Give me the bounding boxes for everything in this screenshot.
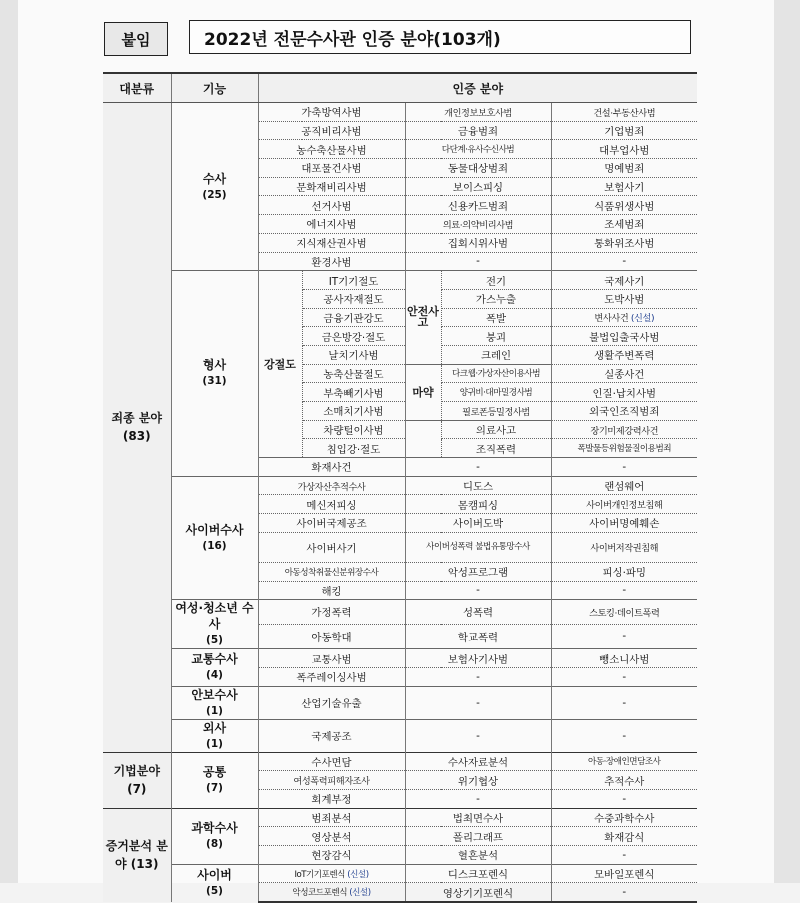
certification-table <box>103 72 697 903</box>
new-field-mark: (신설) <box>628 313 655 325</box>
field-cell: 악성프로그램 <box>405 562 551 581</box>
function-name: 안보수사 <box>191 687 238 702</box>
field-cell: 사이버사기 <box>258 532 405 562</box>
table-header-row <box>103 73 697 103</box>
field-cell: 위기협상 <box>405 771 551 790</box>
annex-label: 붙임 <box>104 22 168 56</box>
field-cell: 인질·납치사범 <box>551 383 697 402</box>
field-cell: 개인정보보호사범 <box>405 103 551 122</box>
field-cell: 수중과학수사 <box>551 808 697 827</box>
theft-group-cell: 강절도 <box>258 271 302 458</box>
field-cell: - <box>551 846 697 865</box>
table-row <box>103 649 697 668</box>
field-cell: IoT기기포렌식 (신설) <box>258 864 405 883</box>
field-cell: 영상기기포렌식 <box>405 883 551 902</box>
table-row <box>103 271 697 290</box>
field-cell: 날치기사범 <box>302 345 405 364</box>
field-cell: - <box>551 667 697 686</box>
function-name: 수사 <box>202 171 227 186</box>
field-cell: 금융범죄 <box>405 121 551 140</box>
table-row <box>103 600 697 625</box>
field-cell: 외국인조직범죄 <box>551 402 697 421</box>
field-cell: 금은방강·절도 <box>302 327 405 346</box>
function-name: 외사 <box>202 720 227 735</box>
field-cell: 장기미제강력사건 <box>551 420 697 439</box>
field-cell: 식품위생사범 <box>551 196 697 215</box>
field-cell: 공사자재절도 <box>302 289 405 308</box>
field-cell: - <box>551 252 697 271</box>
table-row <box>103 686 697 719</box>
field-cell: - <box>405 719 551 752</box>
field-cell: 아동학대 <box>258 624 405 649</box>
field-cell: 국제사기 <box>551 271 697 290</box>
field-cell: 모바일포렌식 <box>551 864 697 883</box>
field-cell: 화재감식 <box>551 827 697 846</box>
field-cell: - <box>551 719 697 752</box>
field-cell: 화재사건 <box>258 458 405 477</box>
field-cell: 양귀비·대마밀경사범 <box>441 383 551 402</box>
field-cell: 혈흔분석 <box>405 846 551 865</box>
function-name: 사이버수사 <box>185 522 244 537</box>
table-row <box>103 864 697 883</box>
field-cell: 회계부정 <box>258 789 405 808</box>
new-field-mark: (신설) <box>345 869 369 880</box>
field-cell: 집회시위사범 <box>405 233 551 252</box>
field-cell: 조직폭력 <box>441 439 551 458</box>
field-cell: 폴리그래프 <box>405 827 551 846</box>
field-cell: 범죄분석 <box>258 808 405 827</box>
function-count: (5) <box>206 885 223 898</box>
field-cell: 사이버개인정보침해 <box>551 495 697 514</box>
field-cell: 가정폭력 <box>258 600 405 625</box>
field-cell: 수사면담 <box>258 752 405 771</box>
field-cell: 현장감식 <box>258 846 405 865</box>
field-cell: 사이버국제공조 <box>258 514 405 533</box>
field-cell: 변사사건 (신설) <box>551 308 697 327</box>
table-row <box>103 719 697 752</box>
field-cell: 랜섬웨어 <box>551 476 697 495</box>
left-margin <box>0 0 18 883</box>
field-cell: 아동·장애인면담조사 <box>551 752 697 771</box>
drug-group-cell: 마약 <box>405 364 441 420</box>
field-cell: 사이버도박 <box>405 514 551 533</box>
field-cell: - <box>405 667 551 686</box>
field-cell: 성폭력 <box>405 600 551 625</box>
header-field: 인증 분야 <box>258 73 697 103</box>
field-cell: 붕괴 <box>441 327 551 346</box>
field-cell: 다크웹·가상자산이용사범 <box>441 364 551 383</box>
function-count: (31) <box>202 375 227 388</box>
function-name: 교통수사 <box>191 652 238 667</box>
field-cell: 동물대상범죄 <box>405 159 551 178</box>
function-cell <box>171 719 258 752</box>
field-cell: 보험사기 <box>551 177 697 196</box>
field-cell: 아동성착취물신분위장수사 <box>258 562 405 581</box>
new-field-mark: (신설) <box>347 888 371 899</box>
field-cell: 소매치기사범 <box>302 402 405 421</box>
header-category: 대분류 <box>103 73 171 103</box>
field-cell: 불법입출국사범 <box>551 327 697 346</box>
field-cell: 전기 <box>441 271 551 290</box>
field-cell: 금융기관강도 <box>302 308 405 327</box>
field-cell: - <box>551 686 697 719</box>
function-count: (1) <box>206 737 223 750</box>
field-cell: 사이버저작권침해 <box>551 532 697 562</box>
function-cell <box>171 752 258 808</box>
field-cell: 영상분석 <box>258 827 405 846</box>
field-cell: - <box>405 458 551 477</box>
right-margin <box>774 0 800 883</box>
field-cell: 건설·부동산사범 <box>551 103 697 122</box>
field-cell: 도박사범 <box>551 289 697 308</box>
function-cell <box>171 476 258 599</box>
function-count: (1) <box>206 704 223 717</box>
field-cell: 사이버성폭력 불법유통망수사 <box>405 532 551 562</box>
field-cell: 가스누출 <box>441 289 551 308</box>
field-cell: - <box>405 581 551 600</box>
field-cell: - <box>405 252 551 271</box>
field-cell: 농수축산물사범 <box>258 140 405 159</box>
field-cell: 명예범죄 <box>551 159 697 178</box>
field-cell: 기업범죄 <box>551 121 697 140</box>
field-cell: 폭발 <box>441 308 551 327</box>
field-cell: 필로폰등밀정사범 <box>441 402 551 421</box>
function-count: (7) <box>206 782 223 795</box>
function-count: (8) <box>206 838 223 851</box>
field-cell: 학교폭력 <box>405 624 551 649</box>
field-cell: 선거사범 <box>258 196 405 215</box>
empty-group-cell <box>405 420 441 439</box>
field-cell: 가축방역사범 <box>258 103 405 122</box>
function-name: 형사 <box>202 358 227 373</box>
field-cell: 신용카드범죄 <box>405 196 551 215</box>
function-cell <box>171 103 258 271</box>
function-cell <box>171 808 258 864</box>
field-cell: 디스크포렌식 <box>405 864 551 883</box>
field-cell: 디도스 <box>405 476 551 495</box>
field-cell: 폭주레이싱사범 <box>258 667 405 686</box>
field-cell: 실종사건 <box>551 364 697 383</box>
field-cell: 사이버명예훼손 <box>551 514 697 533</box>
field-cell: 가상자산추적수사 <box>258 476 405 495</box>
field-cell: 환경사범 <box>258 252 405 271</box>
field-cell: - <box>551 581 697 600</box>
field-cell: 보험사기사범 <box>405 649 551 668</box>
field-cell: 의료·의약비리사범 <box>405 215 551 234</box>
field-cell: - <box>551 624 697 649</box>
field-cell: 산업기술유출 <box>258 686 405 719</box>
field-cell: - <box>551 458 697 477</box>
field-cell: 대부업사범 <box>551 140 697 159</box>
field-cell: 통화위조사범 <box>551 233 697 252</box>
field-cell: - <box>405 686 551 719</box>
field-cell: 해킹 <box>258 581 405 600</box>
field-cell: 크레인 <box>441 345 551 364</box>
function-name: 사이버 <box>197 868 232 883</box>
field-cell: 다단계·유사수신사범 <box>405 140 551 159</box>
field-cell: 조세범죄 <box>551 215 697 234</box>
safety-group-cell: 안전사고 <box>405 271 441 364</box>
function-cell <box>171 600 258 649</box>
empty-group-cell <box>405 439 441 458</box>
field-cell: 지식재산권사범 <box>258 233 405 252</box>
field-cell: 폭발물등위험물질이용범죄 <box>551 439 697 458</box>
field-cell: 국제공조 <box>258 719 405 752</box>
field-cell: - <box>405 789 551 808</box>
category-cell: 증거분석 분야 (13) <box>103 808 171 902</box>
field-cell: 의료사고 <box>441 420 551 439</box>
field-cell: 메신저피싱 <box>258 495 405 514</box>
function-cell <box>171 864 258 902</box>
function-cell <box>171 686 258 719</box>
field-cell: 뺑소니사범 <box>551 649 697 668</box>
table-row <box>103 476 697 495</box>
field-cell: 스토킹·데이트폭력 <box>551 600 697 625</box>
category-cell: 기법분야 (7) <box>103 752 171 808</box>
function-cell <box>171 649 258 686</box>
function-name: 공통 <box>202 765 227 780</box>
field-cell: 문화재비리사범 <box>258 177 405 196</box>
field-cell: 수사자료분석 <box>405 752 551 771</box>
field-cell: 농축산물절도 <box>302 364 405 383</box>
field-cell: 침입강·절도 <box>302 439 405 458</box>
category-cell: 죄종 분야 (83) <box>103 103 171 753</box>
function-cell <box>171 271 258 477</box>
field-cell: 교통사범 <box>258 649 405 668</box>
page-title: 2022년 전문수사관 인증 분야(103개) <box>189 20 691 54</box>
field-cell: IT기기절도 <box>302 271 405 290</box>
function-count: (4) <box>206 669 223 682</box>
table-row <box>103 752 697 771</box>
header-function: 기능 <box>171 73 258 103</box>
field-cell: 공직비리사범 <box>258 121 405 140</box>
field-cell: 악성코드포렌식 (신설) <box>258 883 405 902</box>
field-cell: - <box>551 789 697 808</box>
function-count: (5) <box>206 634 223 647</box>
field-cell: 피싱·파밍 <box>551 562 697 581</box>
table-row <box>103 808 697 827</box>
function-count: (16) <box>202 539 227 552</box>
field-cell: - <box>551 883 697 902</box>
field-cell: 추적수사 <box>551 771 697 790</box>
table-row <box>103 103 697 122</box>
field-cell: 법최면수사 <box>405 808 551 827</box>
field-cell: 생활주변폭력 <box>551 345 697 364</box>
field-cell: 에너지사범 <box>258 215 405 234</box>
function-count: (25) <box>202 188 227 201</box>
field-cell: 몸캠피싱 <box>405 495 551 514</box>
field-cell: 차량털이사범 <box>302 420 405 439</box>
field-cell: 여성폭력피해자조사 <box>258 771 405 790</box>
function-name: 여성·청소년 수사 <box>175 601 254 632</box>
function-name: 과학수사 <box>191 821 238 836</box>
field-cell: 대포물건사범 <box>258 159 405 178</box>
field-cell: 부축빼기사범 <box>302 383 405 402</box>
field-cell: 보이스피싱 <box>405 177 551 196</box>
